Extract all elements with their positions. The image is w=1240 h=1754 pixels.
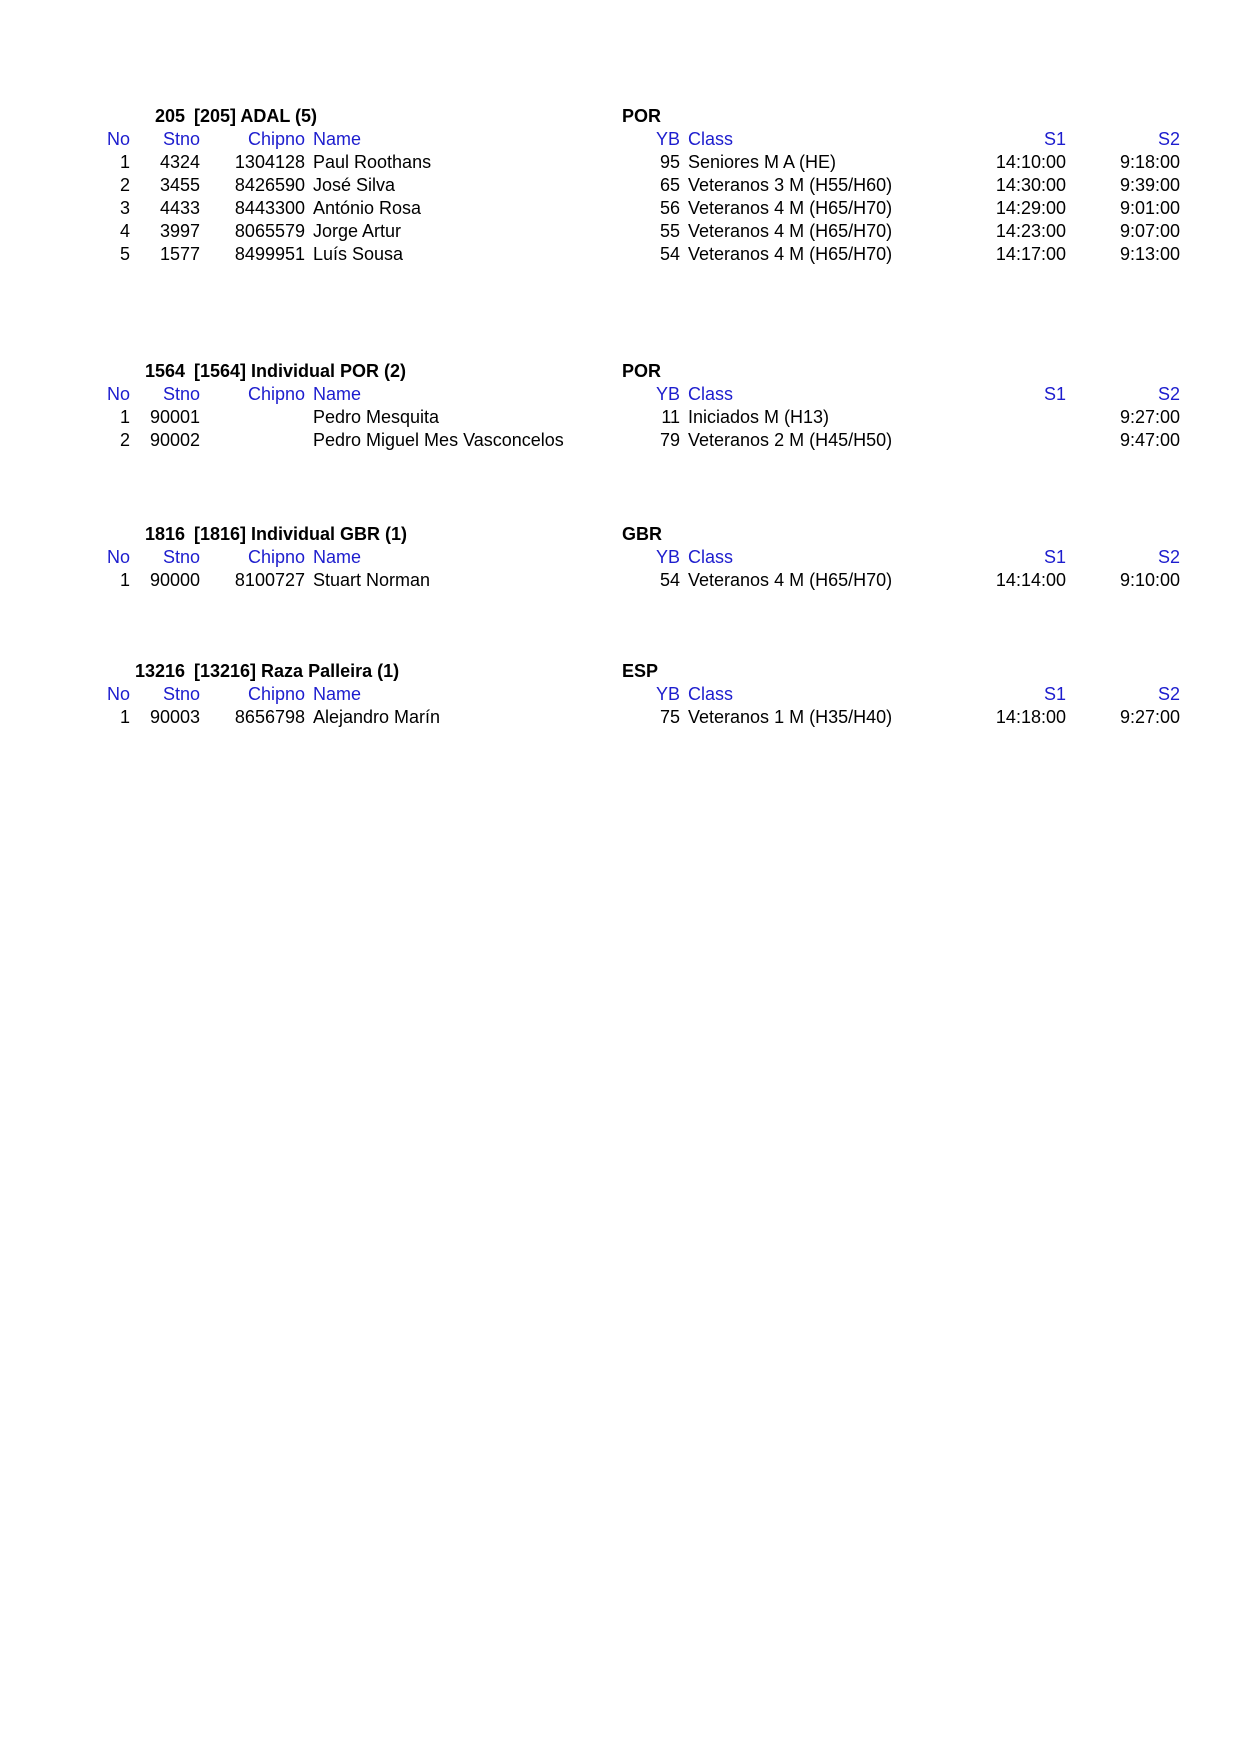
entry-chipno: 8100727 — [234, 570, 305, 590]
col-header-stno: Stno — [162, 684, 200, 704]
col-header-chipno: Chipno — [247, 384, 305, 404]
club-number: 1816 — [144, 524, 185, 544]
entry-no: 1 — [119, 152, 130, 172]
entry-row — [0, 243, 1240, 266]
entry-stno: 90002 — [149, 430, 200, 450]
entry-chipno: 8656798 — [234, 707, 305, 727]
entry-name: José Silva — [313, 175, 396, 195]
entry-s1: 14:30:00 — [995, 175, 1066, 195]
entry-row — [0, 151, 1240, 174]
col-header-stno: Stno — [162, 547, 200, 567]
entry-s1 — [910, 429, 1066, 452]
col-header-no: No — [106, 547, 130, 567]
club-section-individual-por — [0, 360, 1240, 452]
entry-class: Veteranos 4 M (H65/H70) — [688, 198, 893, 218]
col-header-no: No — [106, 129, 130, 149]
entry-name: Paul Roothans — [313, 152, 432, 172]
entry-name: Luís Sousa — [313, 244, 404, 264]
entry-yb: 54 — [659, 570, 680, 590]
entry-no: 1 — [119, 707, 130, 727]
entry-row — [0, 406, 1240, 429]
entry-stno: 90003 — [149, 707, 200, 727]
entry-s2: 9:39:00 — [1119, 175, 1180, 195]
entry-stno: 1577 — [159, 244, 200, 264]
entry-class: Veteranos 4 M (H65/H70) — [688, 570, 893, 590]
entry-row — [0, 220, 1240, 243]
entry-stno: 90001 — [149, 407, 200, 427]
entry-s2: 9:47:00 — [1119, 430, 1180, 450]
entry-s1: 14:14:00 — [995, 570, 1066, 590]
club-title-row — [0, 360, 1240, 383]
entry-row — [0, 429, 1240, 452]
col-header-s1: S1 — [1043, 684, 1066, 704]
club-number: 1564 — [144, 361, 185, 381]
entry-yb: 65 — [659, 175, 680, 195]
entry-name: Jorge Artur — [313, 221, 402, 241]
entry-no: 5 — [119, 244, 130, 264]
entry-name: António Rosa — [313, 198, 422, 218]
entry-yb: 55 — [659, 221, 680, 241]
entry-s1: 14:29:00 — [995, 198, 1066, 218]
entry-class: Seniores M A (HE) — [688, 152, 837, 172]
col-header-yb: YB — [655, 547, 680, 567]
club-number: 205 — [154, 106, 185, 126]
entry-no: 2 — [119, 175, 130, 195]
entry-yb: 11 — [661, 407, 680, 427]
col-header-no: No — [106, 384, 130, 404]
col-header-class: Class — [688, 384, 734, 404]
col-header-class: Class — [688, 684, 734, 704]
col-header-yb: YB — [655, 129, 680, 149]
club-title: [13216] Raza Palleira (1) — [194, 661, 400, 681]
entry-name: Pedro Mesquita — [313, 407, 440, 427]
entry-chipno: 8499951 — [234, 244, 305, 264]
entry-s2: 9:07:00 — [1119, 221, 1180, 241]
col-header-chipno: Chipno — [247, 129, 305, 149]
entry-row — [0, 197, 1240, 220]
entry-s2: 9:18:00 — [1119, 152, 1180, 172]
entry-class: Veteranos 3 M (H55/H60) — [688, 175, 893, 195]
club-country: GBR — [622, 524, 662, 544]
club-section-raza-palleira — [0, 660, 1240, 729]
club-title: [205] ADAL (5) — [194, 106, 318, 126]
entry-yb: 95 — [659, 152, 680, 172]
col-header-stno: Stno — [162, 384, 200, 404]
entry-s1 — [910, 406, 1066, 429]
entry-chipno: 8065579 — [234, 221, 305, 241]
col-header-class: Class — [688, 129, 734, 149]
column-headers — [0, 683, 1240, 706]
entry-row — [0, 569, 1240, 592]
entry-class: Veteranos 2 M (H45/H50) — [688, 430, 893, 450]
club-title-row — [0, 523, 1240, 546]
entry-no: 2 — [119, 430, 130, 450]
col-header-s2: S2 — [1157, 384, 1180, 404]
col-header-class: Class — [688, 547, 734, 567]
entry-no: 4 — [119, 221, 130, 241]
col-header-name: Name — [313, 684, 362, 704]
entry-s1: 14:17:00 — [995, 244, 1066, 264]
col-header-name: Name — [313, 129, 362, 149]
entry-class: Veteranos 4 M (H65/H70) — [688, 221, 893, 241]
entry-stno: 4433 — [159, 198, 200, 218]
entry-yb: 56 — [659, 198, 680, 218]
club-number: 13216 — [134, 661, 185, 681]
club-country: POR — [622, 106, 662, 126]
entry-s1: 14:18:00 — [995, 707, 1066, 727]
entry-s2: 9:10:00 — [1119, 570, 1180, 590]
entry-row — [0, 706, 1240, 729]
entry-class: Iniciados M (H13) — [688, 407, 830, 427]
entry-chipno: 1304128 — [234, 152, 305, 172]
col-header-stno: Stno — [162, 129, 200, 149]
entry-s2: 9:27:00 — [1119, 407, 1180, 427]
club-title-row — [0, 105, 1240, 128]
entry-s2: 9:13:00 — [1119, 244, 1180, 264]
entry-no: 3 — [119, 198, 130, 218]
col-header-yb: YB — [655, 684, 680, 704]
club-title: [1564] Individual POR (2) — [194, 361, 407, 381]
col-header-chipno: Chipno — [247, 684, 305, 704]
entry-chipno: 8426590 — [234, 175, 305, 195]
column-headers — [0, 383, 1240, 406]
col-header-s1: S1 — [1043, 384, 1066, 404]
col-header-s2: S2 — [1157, 129, 1180, 149]
club-title-row — [0, 660, 1240, 683]
entry-s2: 9:27:00 — [1119, 707, 1180, 727]
entry-stno: 3455 — [159, 175, 200, 195]
col-header-yb: YB — [655, 384, 680, 404]
entry-stno: 90000 — [149, 570, 200, 590]
col-header-s1: S1 — [1043, 129, 1066, 149]
entry-no: 1 — [119, 407, 130, 427]
club-section-adal — [0, 105, 1240, 266]
entry-yb: 54 — [659, 244, 680, 264]
club-country: ESP — [622, 661, 659, 681]
entry-yb: 75 — [659, 707, 680, 727]
entry-class: Veteranos 4 M (H65/H70) — [688, 244, 893, 264]
col-header-s1: S1 — [1043, 547, 1066, 567]
entry-s1: 14:10:00 — [995, 152, 1066, 172]
entry-s2: 9:01:00 — [1119, 198, 1180, 218]
entry-yb: 79 — [659, 430, 680, 450]
club-section-individual-gbr — [0, 523, 1240, 592]
entry-chipno — [200, 429, 305, 452]
entry-stno: 3997 — [159, 221, 200, 241]
entry-no: 1 — [119, 570, 130, 590]
column-headers — [0, 546, 1240, 569]
col-header-chipno: Chipno — [247, 547, 305, 567]
col-header-s2: S2 — [1157, 684, 1180, 704]
entry-chipno: 8443300 — [234, 198, 305, 218]
entry-chipno — [200, 406, 305, 429]
entry-name: Alejandro Marín — [313, 707, 441, 727]
entry-class: Veteranos 1 M (H35/H40) — [688, 707, 893, 727]
club-title: [1816] Individual GBR (1) — [194, 524, 408, 544]
col-header-name: Name — [313, 547, 362, 567]
entry-name: Pedro Miguel Mes Vasconcelos — [313, 430, 564, 450]
entry-s1: 14:23:00 — [995, 221, 1066, 241]
entry-stno: 4324 — [159, 152, 200, 172]
club-country: POR — [622, 361, 662, 381]
col-header-no: No — [106, 684, 130, 704]
col-header-name: Name — [313, 384, 362, 404]
column-headers — [0, 128, 1240, 151]
entry-name: Stuart Norman — [313, 570, 431, 590]
entry-row — [0, 174, 1240, 197]
col-header-s2: S2 — [1157, 547, 1180, 567]
